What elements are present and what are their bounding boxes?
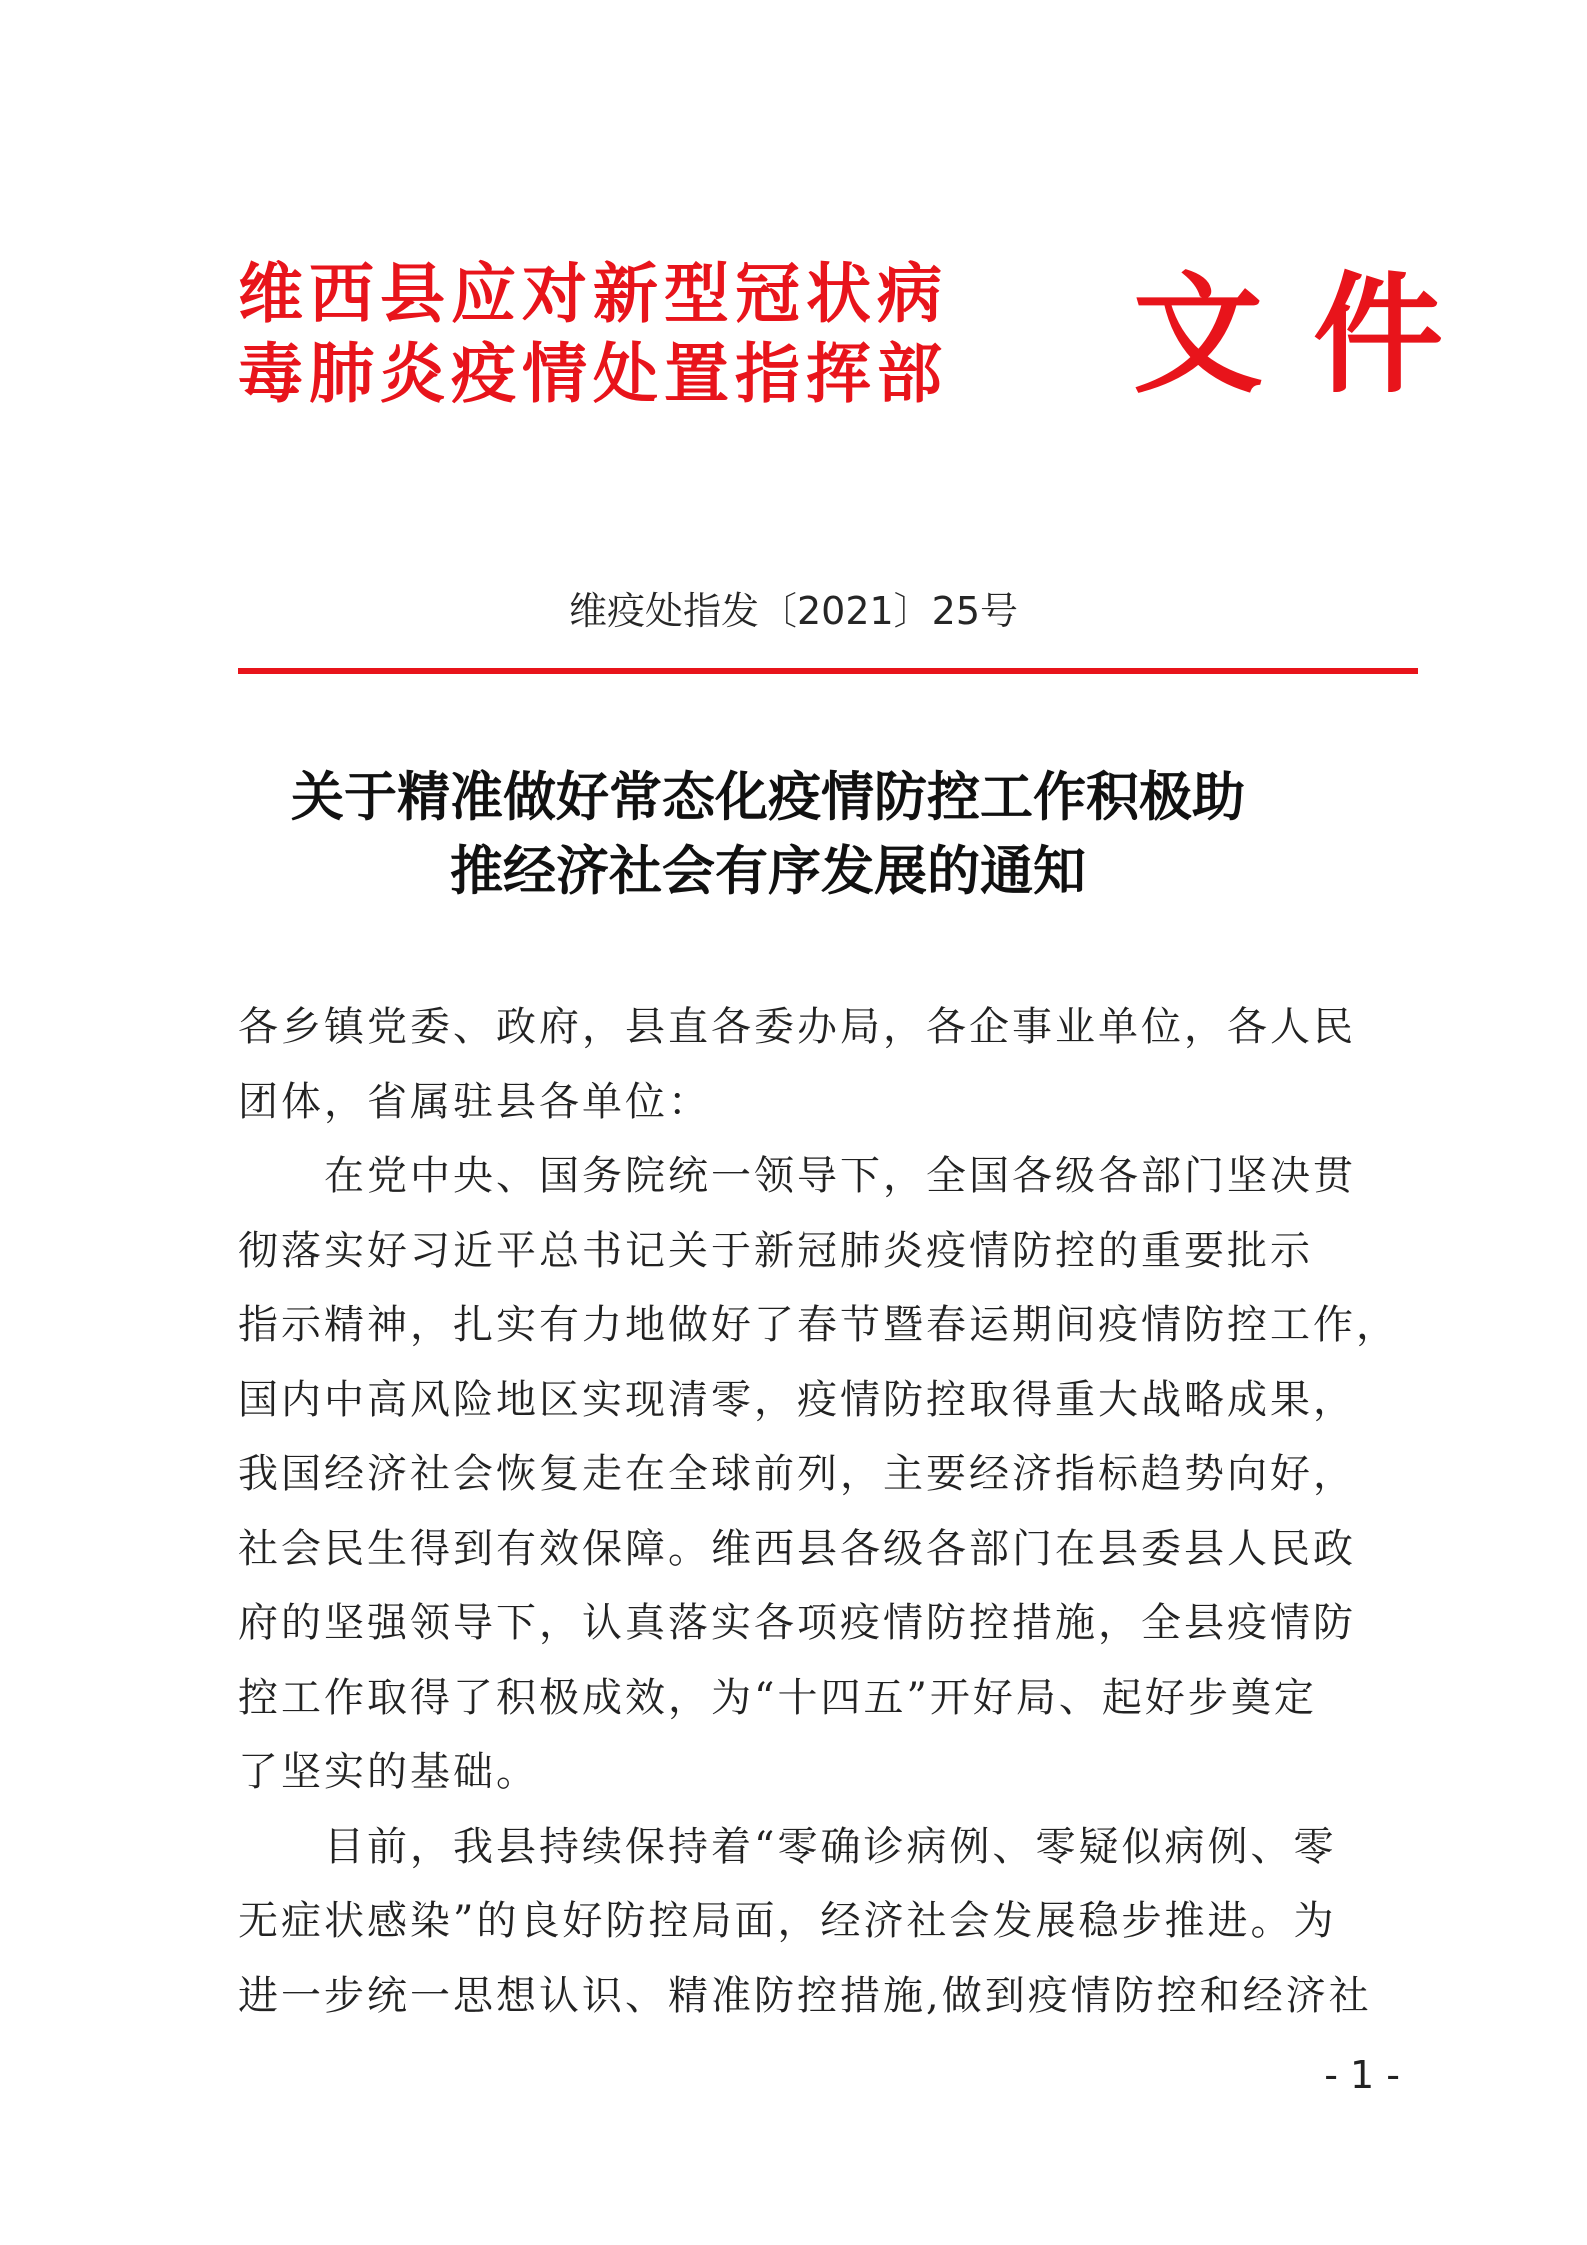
issuing-authority <box>238 255 1118 415</box>
document-type-label: 文件 <box>1133 258 1494 411</box>
body-line: 无症状感染”的良好防控局面，经济社会发展稳步推进。为 <box>238 1898 1337 1944</box>
body-line: 进一步统一思想认识、精准防控措施,做到疫情防控和经济社 <box>238 1972 1372 2019</box>
body-line: 目前，我县持续保持着“零确诊病例、零疑似病例、零 <box>324 1823 1337 1870</box>
red-divider-line <box>238 668 1418 674</box>
body-line: 在党中央、国务院统一领导下，全国各级各部门坚决贯 <box>324 1153 1356 1199</box>
document-title <box>238 760 1298 908</box>
issuer-line-1: 维西县应对新型冠状病 <box>238 257 949 332</box>
document-number: 维疫处指发〔2021〕25号 <box>568 589 1019 633</box>
body-line: 指示精神，扎实有力地做好了春节暨春运期间疫情防控工作， <box>238 1302 1399 1348</box>
title-line-1: 关于精准做好常态化疫情防控工作积极助 <box>291 766 1245 828</box>
page-number: - 1 - <box>1324 2053 1400 2097</box>
body-line: 我国经济社会恢复走在全球前列，主要经济指标趋势向好， <box>238 1451 1356 1497</box>
body-line: 社会民生得到有效保障。维西县各级各部门在县委县人民政 <box>238 1525 1356 1572</box>
title-line-2: 推经济社会有序发展的通知 <box>450 840 1086 902</box>
body-line: 控工作取得了积极成效，为“十四五”开好局、起好步奠定 <box>238 1674 1317 1721</box>
body-line: 各乡镇党委、政府，县直各委办局，各企事业单位，各人民 <box>238 1004 1356 1050</box>
body-line: 团体，省属驻县各单位： <box>238 1078 711 1125</box>
body-line: 了坚实的基础。 <box>238 1749 539 1795</box>
body-line: 府的坚强领导下，认真落实各项疫情防控措施，全县疫情防 <box>238 1600 1356 1646</box>
document-body <box>238 990 1399 2033</box>
issuer-line-2: 毒肺炎疫情处置指挥部 <box>238 337 949 412</box>
document-header <box>238 255 1494 425</box>
body-line: 国内中高风险地区实现清零，疫情防控取得重大战略成果， <box>238 1376 1356 1423</box>
body-line: 彻落实好习近平总书记关于新冠肺炎疫情防控的重要批示 <box>238 1227 1313 1274</box>
